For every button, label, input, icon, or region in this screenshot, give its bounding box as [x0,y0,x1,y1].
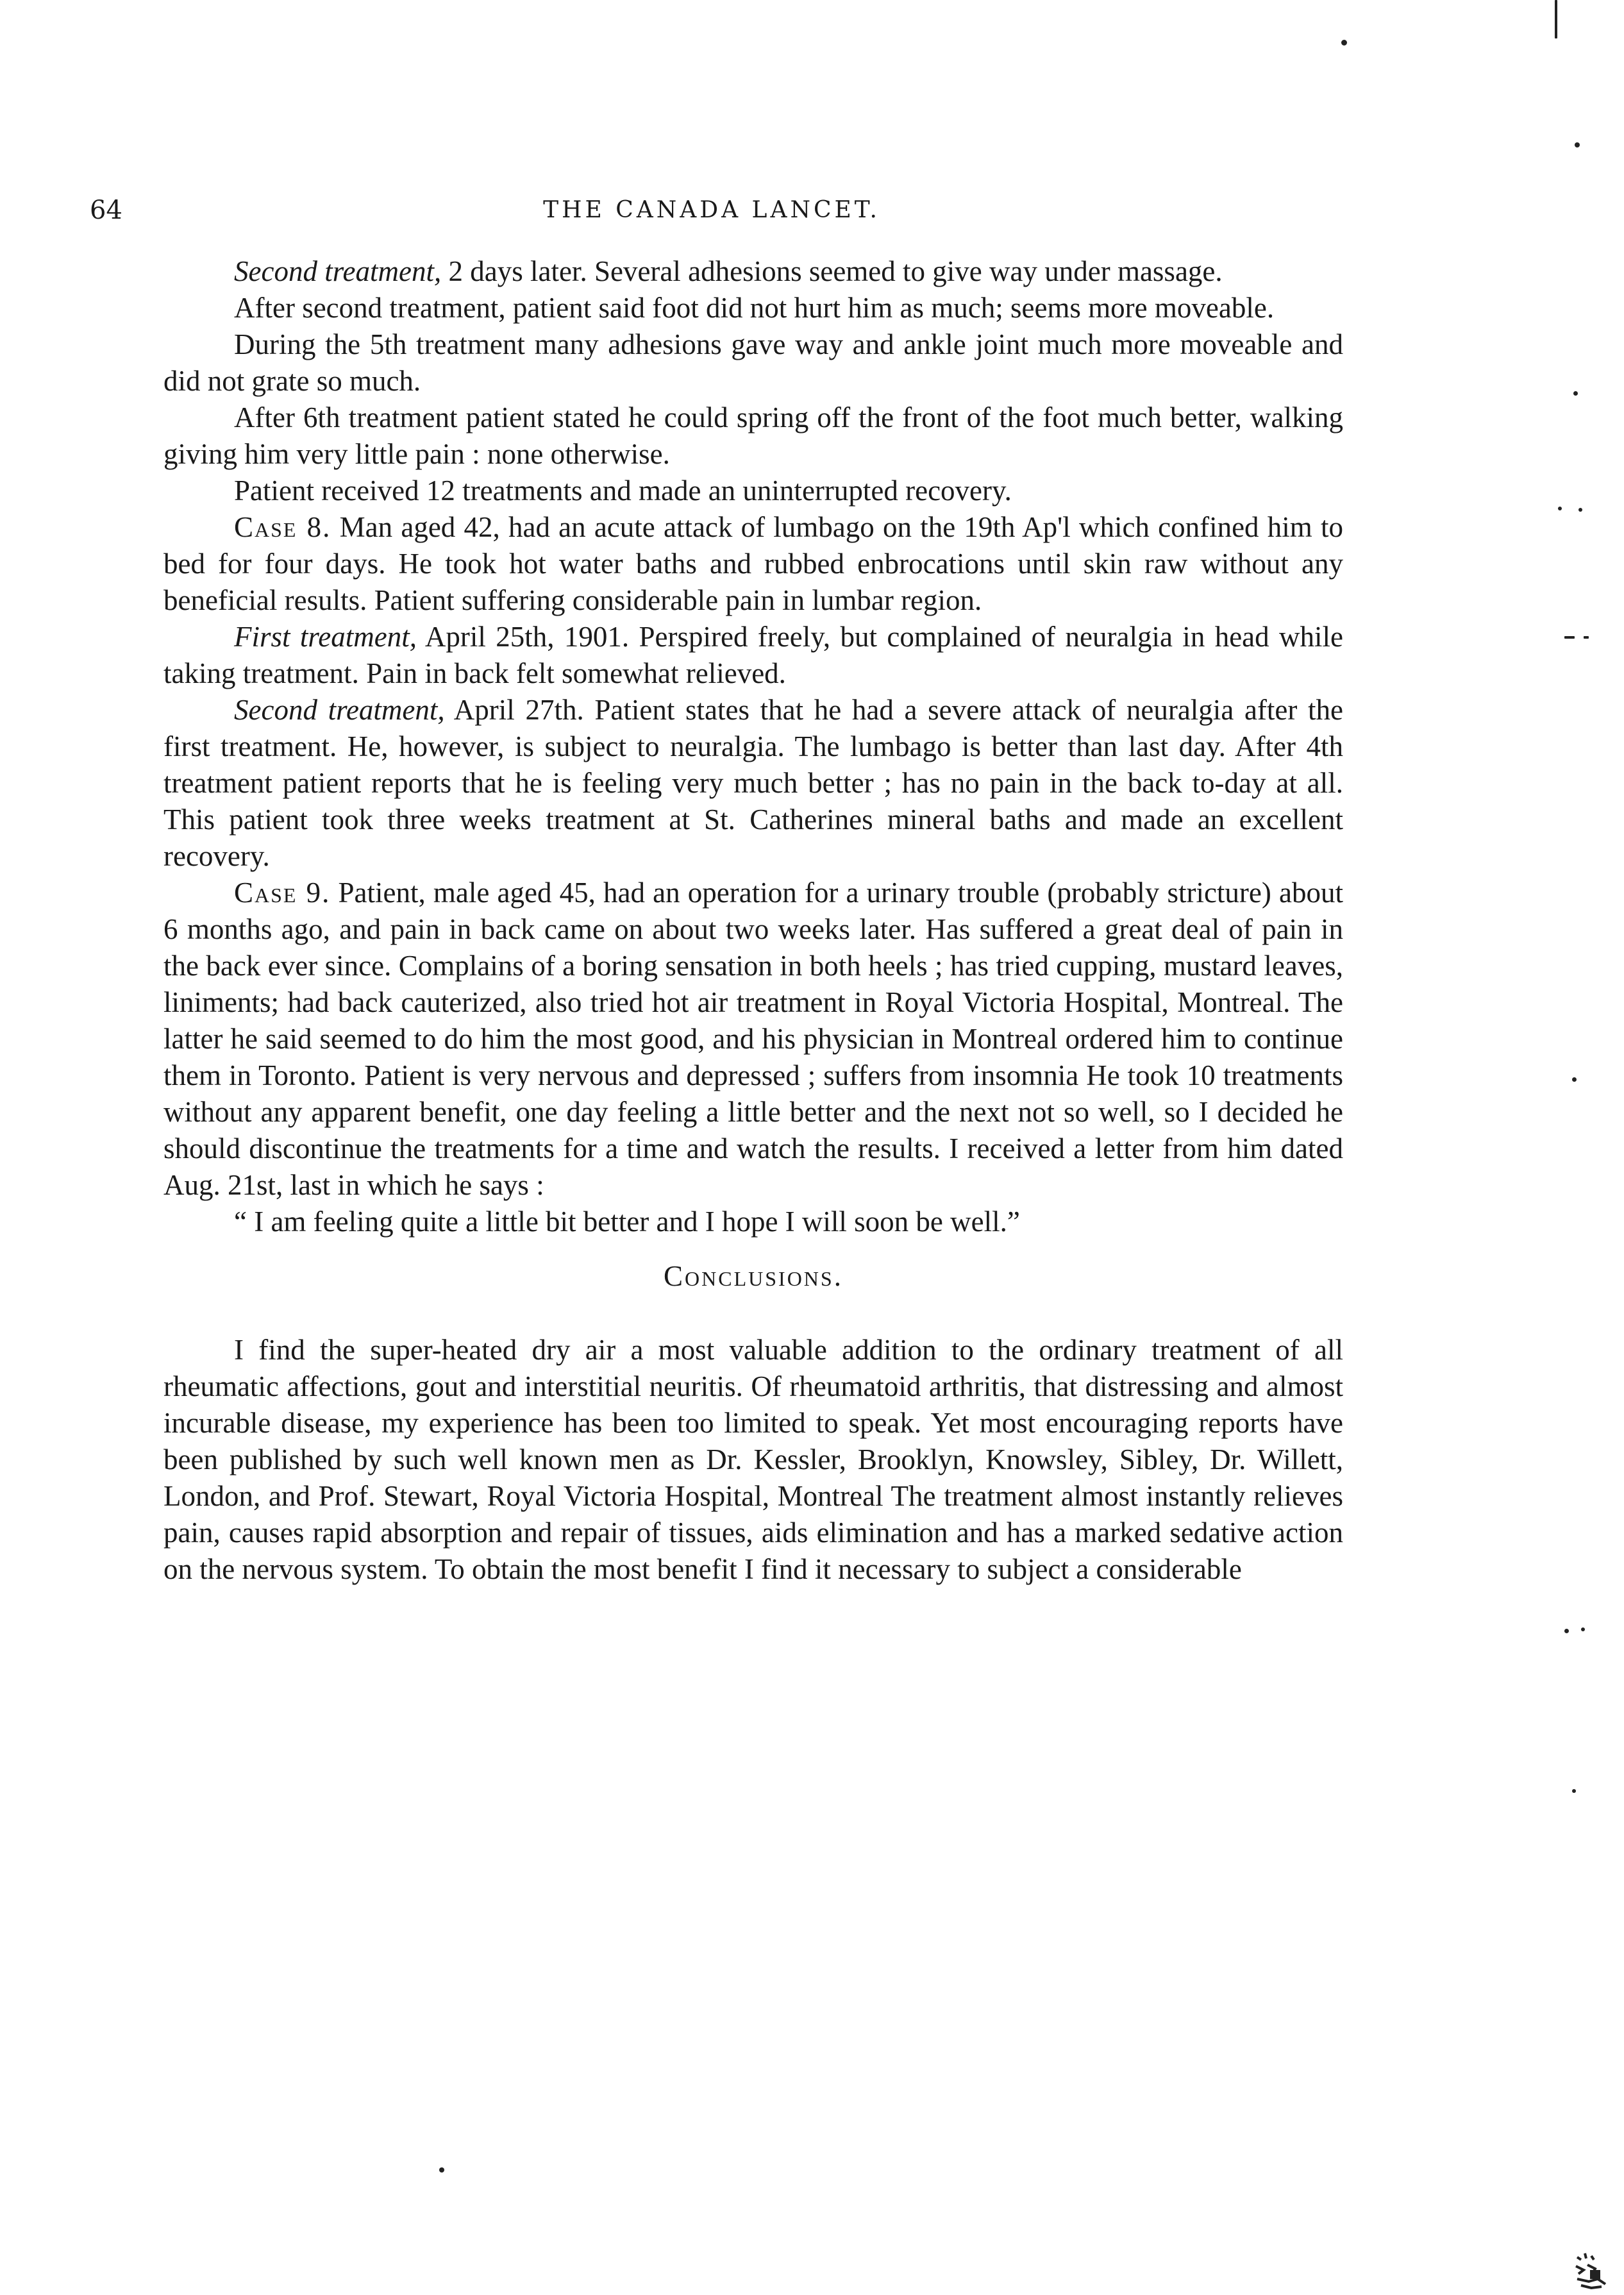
paragraph [163,326,1343,399]
scan-speck [1581,1627,1585,1631]
paragraph-lead: Second treatment, [234,694,445,726]
paragraph [163,399,1343,473]
paragraph [163,619,1343,692]
paragraph-text: Patient, male aged 45, had an operation for a urinary trouble (probably stricture) about 6 months ago, and pain in back came on about two weeks later. Has suffered a great deal of pain in the back ever since. Complains of a boring sensation in both heels ; has tried cupping, mustard leaves, liniments; had back cauterized, also tried hot air treatment in Royal Victoria Hospital, Montreal. The latter he said seemed to do him the most good, and his physician in Montreal ordered him to continue them in Toronto. Patient is very nervous and depressed ; suffers from insomnia He took 10 treatments without any apparent benefit, one day feeling a little better and the next not so well, so I decided he should discontinue the treatments for a time and watch the results. I received a letter from him dated Aug. 21st, last in which he says : [163,877,1343,1201]
scan-speck [1564,1629,1569,1633]
page-header [90,196,1334,234]
scan-artifact-icon [1572,2251,1611,2289]
paragraph [163,290,1343,326]
paragraph-text: 2 days later. Several adhesions seemed to give way under massage. [441,255,1223,287]
paragraph [163,692,1343,875]
conclusion-paragraph [163,1332,1343,1588]
paragraph-lead: First treatment, [234,621,417,653]
scan-speck [1555,0,1557,38]
scan-speck [1564,636,1575,639]
paragraph-text: During the 5th treatment many adhesions gave way and ankle joint much more moveable and did not grate so much. [163,328,1343,397]
scan-speck [1573,391,1578,396]
section-heading: Conclusions. [664,1260,843,1292]
paragraph-text: After second treatment, patient said foot did not hurt him as much; seems more moveable. [234,292,1275,324]
paragraph-text: Man aged 42, had an acute attack of lumbago on the 19th Ap'l which confined him to bed for four days. He took hot water baths and rubbed enbrocations until skin raw without any beneficial results. Patient suffering considerable pain in lumbar region. [163,511,1343,616]
paragraph-text: April 27th. Patient states that he had a severe attack of neuralgia after the first treatment. He, however, is subject to neuralgia. The lumbago is better than last day. After 4th treatment patient reports that he is feeling very much better ; has no pain in the back to-day at all. This patient took three weeks treatment at St. Catherines mineral baths and made an excellent recovery. [163,694,1343,872]
scan-speck [1341,40,1347,46]
scan-speck [1572,1789,1576,1793]
paragraph-text: April 25th, 1901. Perspired freely, but complained of neuralgia in head while taking treatment. Pain in back felt somewhat relieved. [163,621,1344,689]
case-paragraph [163,875,1343,1204]
case-label: Case 9. [234,877,331,909]
case-label: Case 8. [234,511,331,543]
page-number: 64 [90,196,122,225]
scan-speck [1575,142,1580,147]
paragraph [163,473,1343,509]
paragraph-lead: Second treatment, [234,255,442,287]
quotation [163,1204,1343,1240]
scan-speck [1558,507,1562,510]
scan-speck [1572,1077,1577,1082]
scan-speck [1578,508,1582,512]
scan-speck [439,2167,444,2173]
paragraph-text: Patient received 12 treatments and made an uninterrupted recovery. [234,475,1012,507]
case-paragraph [163,509,1343,619]
article-body [163,253,1343,1588]
scan-speck [1584,636,1589,639]
paragraph-text: I find the super-heated dry air a most valuable addition to the ordinary treatment of all rheumatic affections, gout and interstitial neuritis. Of rheumatoid arthritis, that distressing and almost incurable disease, my experience has been too limited to speak. Yet most encouraging reports have been published by such well known men as Dr. Kessler, Brooklyn, Knowsley, Sibley, Dr. Willett, London, and Prof. Stewart, Royal Victoria Hospital, Montreal The treatment almost instantly relieves pain, causes rapid absorption and repair of tissues, aids elimination and has a marked sedative action on the nervous system. To obtain the most benefit I find it necessary to subject a considerable [163,1334,1343,1585]
paragraph-text: “ I am feeling quite a little bit better and I hope I will soon be well.” [234,1206,1020,1238]
running-head: THE CANADA LANCET. [543,197,880,223]
paragraph [163,253,1343,290]
paragraph-text: After 6th treatment patient stated he could spring off the front of the foot much better, walking giving him very little pain : none otherwise. [163,401,1343,470]
